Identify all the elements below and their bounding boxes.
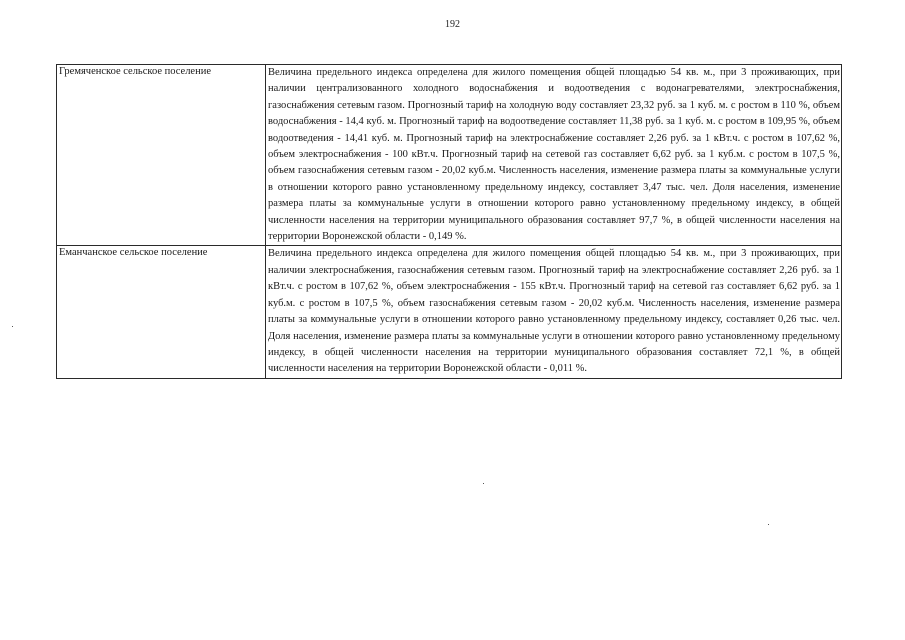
settlement-description-cell: Величина предельного индекса определена для жилого помещения общей площадью 54 кв. м., при 3 проживающих, при наличии электроснабжения, газоснабжения сетевым газом. Прогнозный тариф на электроснабжение составляет 2,26 руб. за 1 кВт.ч. с ростом в 107,62 %, объем электроснабжения - 155 кВт.ч. Прогнозный тариф на сетевой газ составляет 6,62 руб. за 1 куб.м. с ростом в 107,5 %, объем газоснабжения сетевым газом - 20,02 куб.м. Численность населения, изменение размера платы за коммунальные услуги в отношении которого равно установленному предельному индексу, составляет 0,26 тыс. чел. Доля населения, изменение размера платы за коммунальные услуги в отношении которого равно установленному предельному индексу, в общей численности населения на территории муниципального образования составляет 72,1 %, в общей численности населения на территории Воронежской области - 0,011 %. — [266, 246, 842, 378]
settlement-name-cell: Гремяченское сельское поселение — [57, 65, 266, 246]
table-row — [57, 246, 842, 378]
scan-speck — [768, 524, 769, 525]
scan-speck — [483, 483, 484, 484]
table-row — [57, 65, 842, 246]
page-number: 192 — [445, 19, 460, 30]
settlement-name-cell: Еманчанское сельское поселение — [57, 246, 266, 378]
settlement-description-cell: Величина предельного индекса определена для жилого помещения общей площадью 54 кв. м., при 3 проживающих, при наличии централизованного холодного водоснабжения и водоотведения с водонагревателями, электроснабжения, газоснабжения сетевым газом. Прогнозный тариф на холодную воду составляет 23,32 руб. за 1 куб. м. с ростом в 110 %, объем водоснабжения - 14,4 куб. м. Прогнозный тариф на водоотведение составляет 11,38 руб. за 1 куб. м. с ростом в 109,95 %, объем водоотведения - 14,41 куб. м. Прогнозный тариф на электроснабжение составляет 2,26 руб. за 1 кВт.ч. с ростом в 107,62 %, объем электроснабжения - 100 кВт.ч. Прогнозный тариф на сетевой газ составляет 6,62 руб. за 1 куб.м. с ростом в 107,5 %, объем газоснабжения сетевым газом - 20,02 куб.м. Численность населения, изменение размера платы за коммунальные услуги в отношении которого равно установленному предельному индексу, составляет 3,47 тыс. чел. Доля населения, изменение размера платы за коммунальные услуги в отношении которого равно установленному предельному индексу, в общей численности населения на территории муниципального образования составляет 97,7 %, в общей численности населения на территории Воронежской области - 0,149 %. — [266, 65, 842, 246]
tariff-index-table — [56, 64, 842, 379]
scan-speck — [12, 326, 13, 327]
